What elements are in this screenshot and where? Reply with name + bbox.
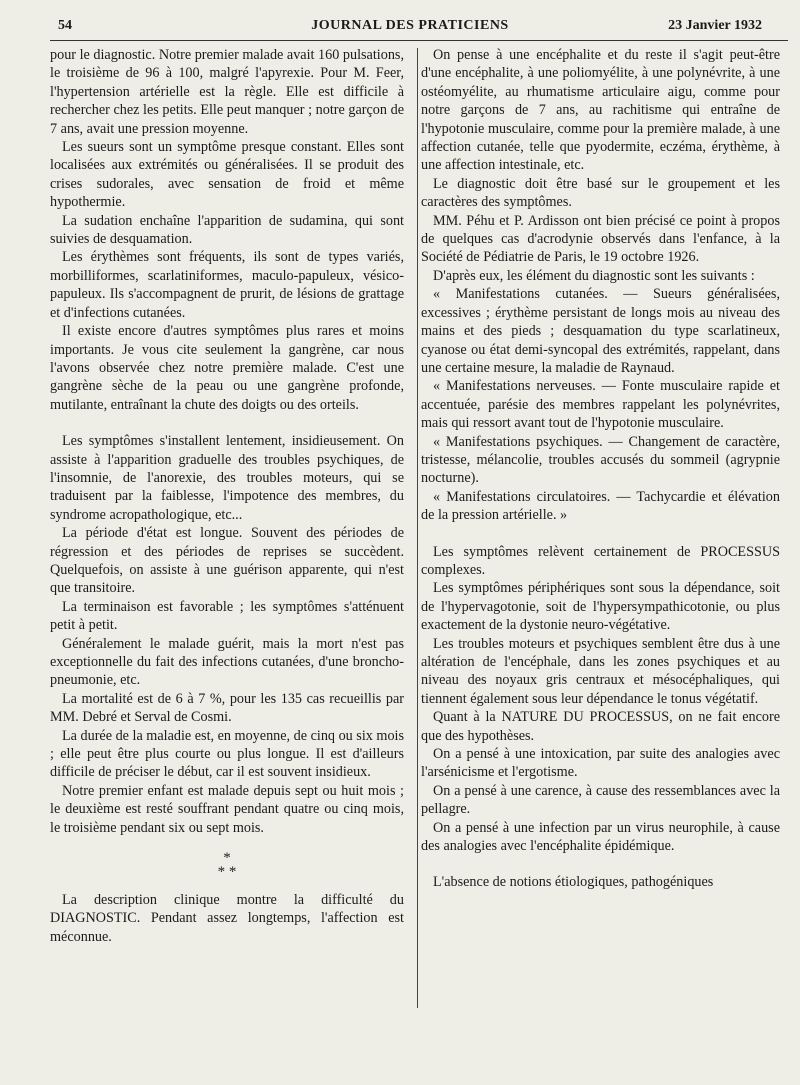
quote-paragraph: « Manifestations nerveuses. — Fonte musculaire rapide et accentuée, parésie des membres rappelant les polynévrites, mais qui ressort avant tout de l'hypotonie musculaire. [421, 378, 780, 432]
paragraph: D'après eux, les élément du diagnostic sont les suivants : [433, 267, 755, 284]
paragraph: Le diagnostic doit être basé sur le groupement et les caractères des symptômes. [421, 175, 780, 211]
paragraph: On a pensé à une carence, à cause des ressemblances avec la pellagre. [421, 782, 780, 818]
header-rule [50, 40, 788, 41]
paragraph: Les symptômes périphériques sont sous la dépendance, soit de l'hypervagotonie, soit de l'hypersympathicotonie, ou plus exactement de la dystonie neuro-végétative. [421, 580, 780, 634]
paragraph: Il existe encore d'autres symptômes plus rares et moins importants. Je vous cite seulement la gangrène, car nous l'avons observée chez notre première malade. C'est une gangrène sèche de la peau ou une gangrène profonde, mutilante, entraînant la chute des doigts ou des orteils. [50, 323, 404, 413]
quote-paragraph: « Manifestations circulatoires. — Tachycardie et élévation de la pression artérielle. » [421, 488, 780, 524]
paragraph: pour le diagnostic. Notre premier malade avait 160 pulsations, le troisième de 96 à 100, malgré l'apyrexie. Pour M. Feer, l'hypertension artérielle est la règle. Elle est difficile à rechercher chez les petits. Elle peut manquer ; notre garçon de 7 ans, avait une pression moyenne. [50, 47, 404, 137]
separator-bottom: * * [217, 864, 237, 881]
quote-paragraph: « Manifestations cutanées. — Sueurs généralisées, excessives ; érythème persistant de longs mois au niveau des mains et des pieds ; desquamation du type scarlatineux, cyanose ou état demi-syncopal des extrémités, rappelant, dans une certaine mesure, la maladie de Raynaud. [421, 286, 780, 376]
section-separator [50, 851, 404, 879]
paragraph: Généralement le malade guérit, mais la mort n'est pas exceptionnelle du fait des infections cutanées, d'une broncho-pneumonie, etc. [50, 635, 404, 689]
paragraph: Les symptômes relèvent certainement de PROCESSUS complexes. [421, 543, 780, 578]
quote-paragraph: « Manifestations psychiques. — Changement de caractère, tristesse, mélancolie, troubles accusés du sommeil (agrypnie nocturne). [421, 433, 780, 487]
separator-top: * [223, 850, 231, 867]
paragraph: Quant à la NATURE DU PROCESSUS, on ne fait encore que des hypothèses. [421, 709, 780, 744]
left-column [50, 46, 404, 946]
paragraph: La durée de la maladie est, en moyenne, de cinq ou six mois ; elle peut être plus courte ou plus longue. Il est d'ailleurs difficile de préciser le début, car il est souvent insidieux. [50, 727, 404, 781]
paragraph: Les sueurs sont un symptôme presque constant. Elles sont localisées aux extrémités ou généralisées. Il se produit des crises sudorales, avec sensation de froid et même hypothermie. [50, 139, 404, 211]
page-header [58, 18, 762, 40]
journal-title: JOURNAL DES PRATICIENS [311, 18, 509, 33]
paragraph: On pense à une encéphalite et du reste il s'agit peut-être d'une encéphalite, à une poliomyélite, à une polynévrite, à une ostéomyélite, au rhumatisme articulaire aigu, comme pour notre garçons de 7 ans, au rachitisme qui entraîne de l'hypotonie musculaire, comme pour la première malade, à une affection cutanée, telle que pyodermite, eczéma, érythème, à une affection intestinale, etc. [421, 47, 780, 174]
paragraph: L'absence de notions étiologiques, pathogéniques [433, 874, 714, 891]
right-column [421, 46, 780, 892]
paragraph: La sudation enchaîne l'apparition de sudamina, qui sont suivies de desquamation. [50, 212, 404, 248]
paragraph: La description clinique montre la difficulté du DIAGNOSTIC. Pendant assez longtemps, l'affection est méconnue. [50, 892, 404, 945]
paragraph: On a pensé à une infection par un virus neurophile, à cause des analogies avec l'encéphalite épidémique. [421, 819, 780, 855]
column-divider [417, 48, 418, 1008]
paragraph: La mortalité est de 6 à 7 %, pour les 135 cas recueillis par MM. Debré et Serval de Cosmi. [50, 690, 404, 726]
paragraph: Les symptômes s'installent lentement, insidieusement. On assiste à l'apparition graduelle des troubles psychiques, de l'insomnie, de l'anorexie, des troubles moteurs, qui se traduisent par la faiblesse, l'impotence des membres, du syndrome acropathologique, etc... [50, 433, 404, 523]
paragraph: La période d'état est longue. Souvent des périodes de régression et des périodes de reprises se succèdent. Quelquefois, on assiste à une guérison apparente, qui n'est que transitoire. [50, 525, 404, 597]
paragraph: Les érythèmes sont fréquents, ils sont de types variés, morbilliformes, scarlatiniformes, maculo-papuleux, vésico-papuleux. Ils s'accompagnent de prurit, de lésions de grattage et d'infections cutanées. [50, 249, 404, 321]
paragraph: MM. Péhu et P. Ardisson ont bien précisé ce point à propos de quelques cas d'acrodynie observés dans l'enfance, à la Société de Pédiatrie de Paris, le 19 octobre 1926. [421, 212, 780, 266]
paragraph: La terminaison est favorable ; les symptômes s'atténuent petit à petit. [50, 598, 404, 634]
page-number: 54 [58, 18, 72, 33]
paragraph: Notre premier enfant est malade depuis sept ou huit mois ; le deuxième est resté souffrant pendant quatre ou cinq mois, le troisième pendant six ou sept mois. [50, 782, 404, 836]
paragraph: On a pensé à une intoxication, par suite des analogies avec l'arsénicisme et l'ergotisme. [421, 746, 780, 781]
paragraph: Les troubles moteurs et psychiques semblent être dus à une altération de l'encéphale, dans les zones psychiques et au niveau des noyaux gris centraux et mésocéphaliques, qui tiennent également sous leur dépendance le tonus végétatif. [421, 635, 780, 707]
issue-date: 23 Janvier 1932 [668, 18, 762, 33]
